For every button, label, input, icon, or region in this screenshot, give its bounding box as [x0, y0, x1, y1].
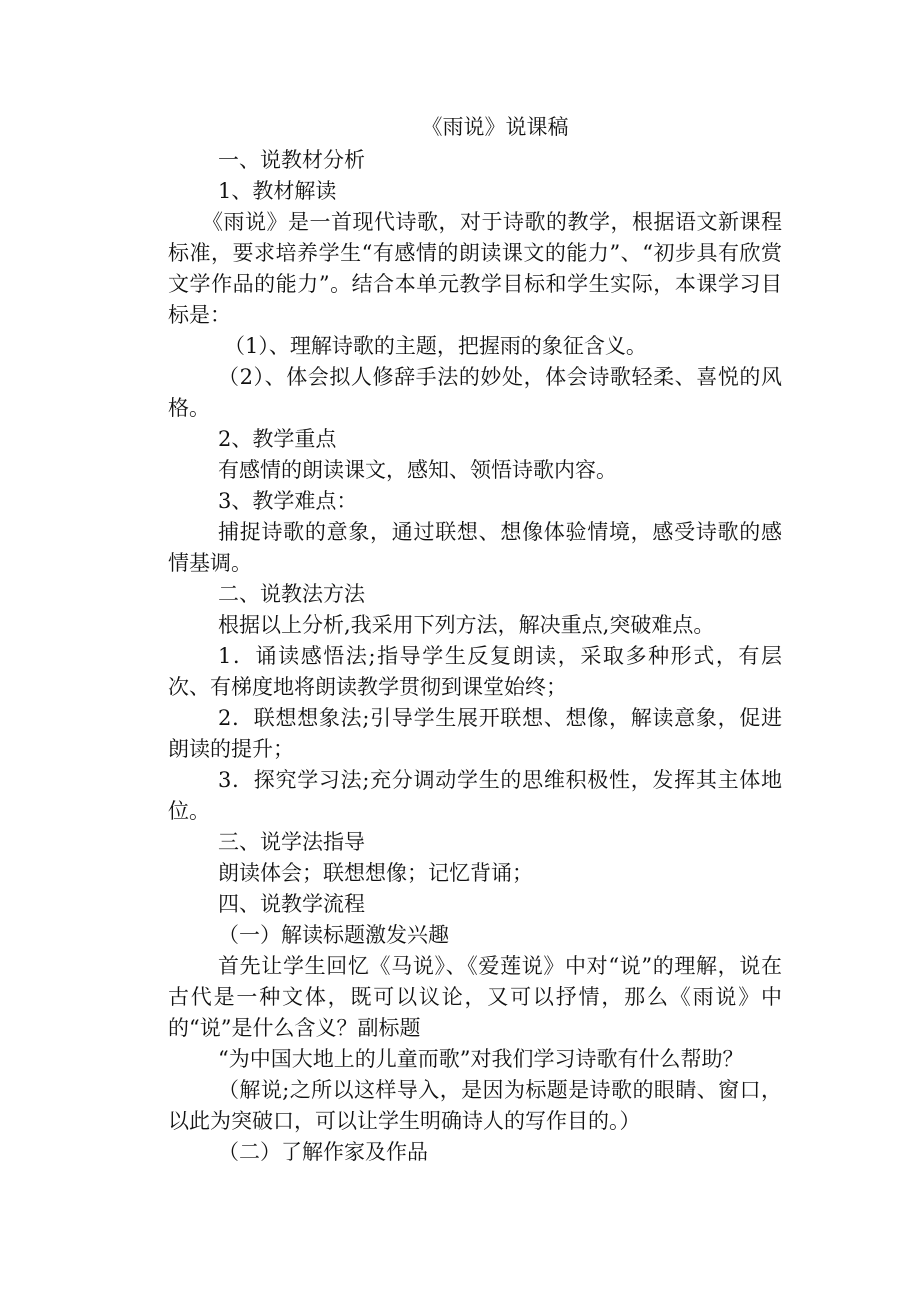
paragraph: 一、说教材分析	[218, 148, 365, 172]
paragraph: 3、教学难点：	[218, 489, 358, 513]
paragraph: 有感情的朗读课文，感知、领悟诗歌内容。	[218, 458, 617, 482]
paragraph: 2．联想想象法;引导学生展开联想、想像，解读意象，促进朗读的提升；	[168, 706, 782, 761]
paragraph: 捕捉诗歌的意象，通过联想、想像体验情境，感受诗歌的感情基调。	[168, 520, 782, 575]
paragraph: 朗读体会；联想想像；记忆背诵；	[218, 861, 533, 885]
paragraph: 2、教学重点	[218, 427, 337, 451]
paragraph: （1）、理解诗歌的主题，把握雨的象征含义。	[224, 334, 647, 358]
paragraph: 三、说学法指导	[218, 830, 365, 854]
paragraph: 二、说教法方法	[218, 582, 365, 606]
paragraph: （二）了解作家及作品	[218, 1140, 428, 1164]
paragraph: 3．探究学习法;充分调动学生的思维积极性，发挥其主体地位。	[168, 768, 782, 823]
document-title: 《雨说》说课稿	[421, 115, 569, 139]
paragraph: 《雨说》是一首现代诗歌，对于诗歌的教学，根据语文新课程标准，要求培养学生“有感情的朗读课文的能力”、“初步具有欣赏文学作品的能力”。结合本单元教学目标和学生实际，本课学习目标是：	[168, 210, 782, 327]
paragraph: （解说;之所以这样导入，是因为标题是诗歌的眼睛、窗口，以此为突破口，可以让学生明确诗人的写作目的。）	[168, 1078, 782, 1133]
paragraph: （2）、体会拟人修辞手法的妙处，体会诗歌轻柔、喜悦的风格。	[168, 365, 782, 420]
paragraph: （一）解读标题激发兴趣	[218, 923, 449, 947]
paragraph: 根据以上分析,我采用下列方法，解决重点,突破难点。	[218, 613, 715, 637]
paragraph: 1、教材解读	[218, 179, 337, 203]
paragraph: “为中国大地上的儿童而歌”对我们学习诗歌有什么帮助？	[218, 1047, 744, 1071]
document-body	[168, 145, 782, 1168]
paragraph: 首先让学生回忆《马说》、《爱莲说》中对“说”的理解，说在古代是一种文体，既可以议论，又可以抒情，那么《雨说》中的“说”是什么含义？副标题	[168, 954, 782, 1040]
paragraph: 1．诵读感悟法;指导学生反复朗读，采取多种形式，有层次、有梯度地将朗读教学贯彻到课堂始终；	[168, 644, 782, 699]
paragraph: 四、说教学流程	[218, 892, 365, 916]
